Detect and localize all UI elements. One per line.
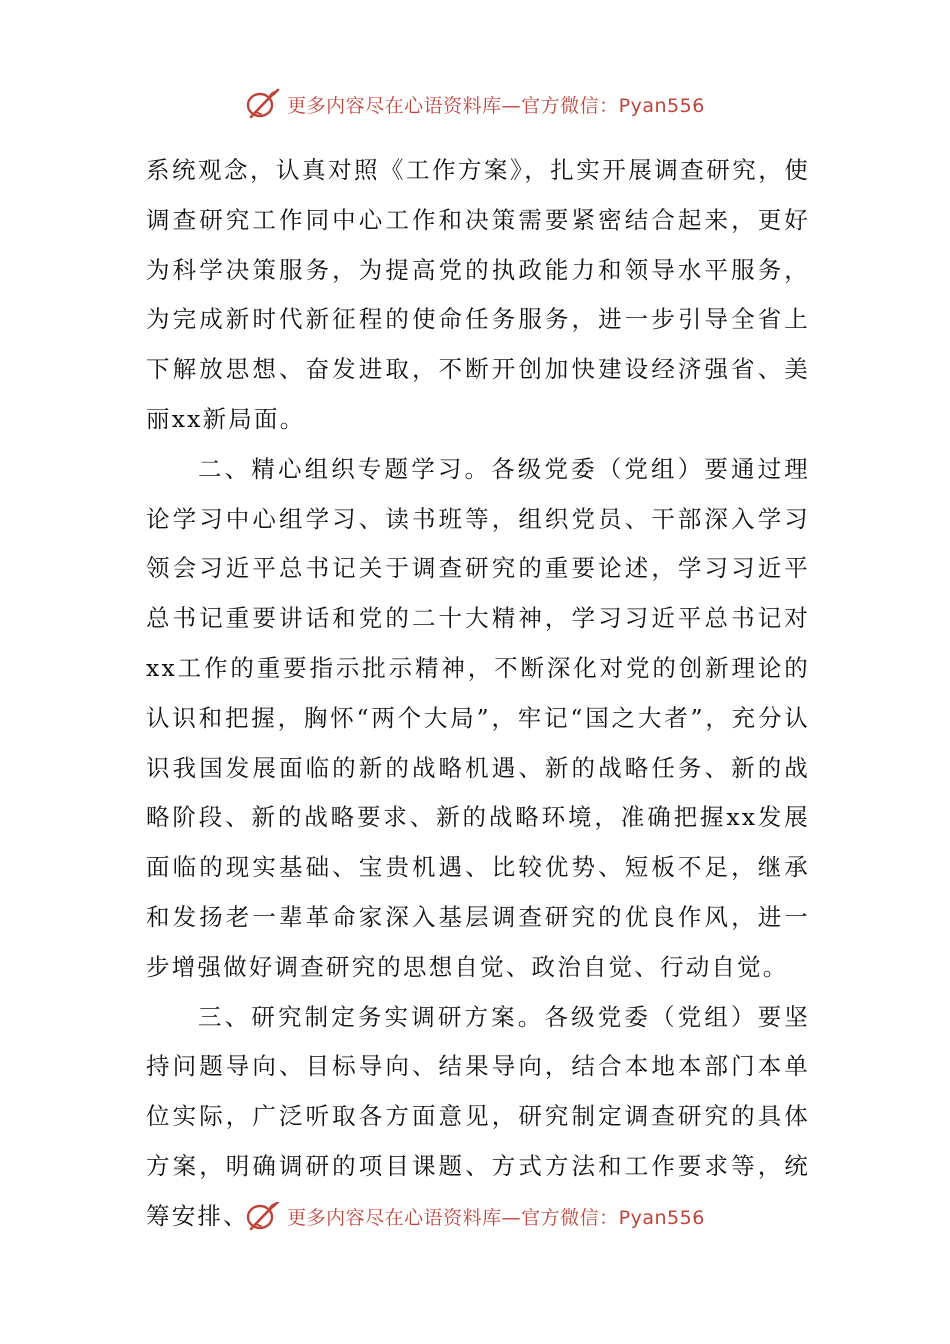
header-watermark-inner [245, 87, 705, 121]
paragraph-3: 三、研究制定务实调研方案。各级党委（党组）要坚持问题导向、目标导向、结果导向，结合本地本部门本单位实际，广泛听取各方面意见，研究制定调查研究的具体方案，明确调研的项目课题、方式方法和工作要求等，统筹安排、 [146, 1002, 810, 1230]
footer-watermark-inner [245, 1202, 705, 1233]
footer-watermark-text: 更多内容尽在心语资料库—官方微信：Pyan556 [287, 1206, 705, 1229]
quill-pen-logo-icon [245, 87, 281, 121]
paragraph-1: 系统观念，认真对照《工作方案》，扎实开展调查研究，使调查研究工作同中心工作和决策需要紧密结合起来，更好为科学决策服务，为提高党的执政能力和领导水平服务，为完成新时代新征程的使命任务服务，进一步引导全省上下解放思想、奋发进取，不断开创加快建设经济强省、美丽xx新局面。 [146, 156, 810, 433]
header-watermark [0, 84, 950, 124]
paragraph-2: 二、精心组织专题学习。各级党委（党组）要通过理论学习中心组学习、读书班等，组织党员、干部深入学习领会习近平总书记关于调查研究的重要论述，学习习近平总书记重要讲话和党的二十大精神，学习习近平总书记对xx工作的重要指示批示精神，不断深化对党的创新理论的认识和把握，胸怀“两个大局”，牢记“国之大者”，充分认识我国发展面临的新的战略机遇、新的战略任务、新的战略阶段、新的战略要求、新的战略环境，准确把握xx发展面临的现实基础、宝贵机遇、比较优势、短板不足，继承和发扬老一辈革命家深入基层调查研究的优良作风，进一步增强做好调查研究的思想自觉、政治自觉、行动自觉。 [146, 454, 810, 981]
footer-watermark [0, 1202, 950, 1238]
quill-pen-logo-icon [245, 1202, 281, 1233]
header-watermark-text: 更多内容尽在心语资料库—官方微信：Pyan556 [287, 94, 705, 117]
document-body [146, 146, 810, 1242]
